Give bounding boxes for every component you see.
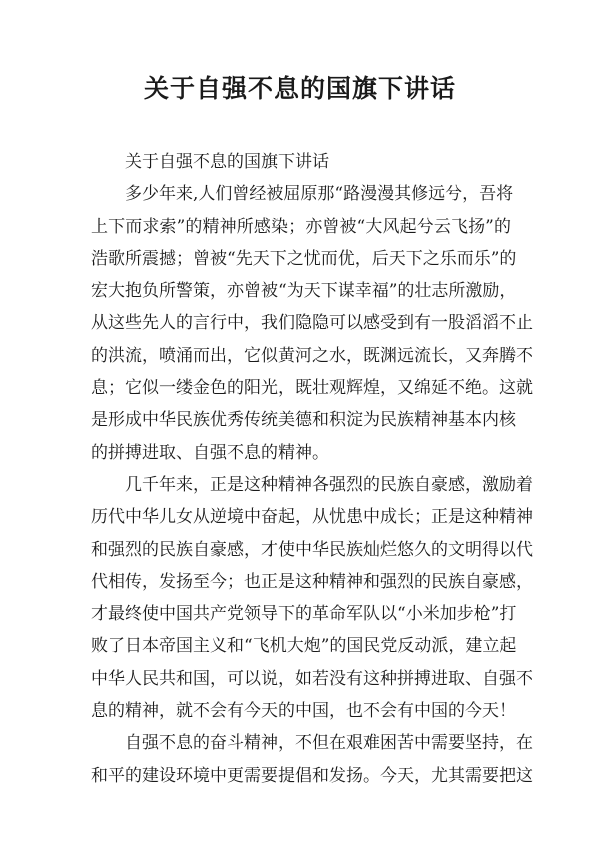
paragraph-line: 息的精神，就不会有今天的中国，也不会有中国的今天！: [91, 701, 516, 722]
paragraph-line: 和平的建设环境中更需要提倡和发扬。今天，尤其需要把这: [91, 765, 533, 786]
paragraph-line: 多少年来,人们曾经被屈原那“路漫漫其修远兮，吾将: [125, 184, 514, 205]
paragraph-line: 几千年来，正是这种精神各强烈的民族自豪感，激励着: [125, 474, 533, 495]
paragraph-line: 宏大抱负所警策，亦曾被“为天下谋幸福”的壮志所激励，: [91, 281, 517, 302]
paragraph-line: 是形成中华民族优秀传统美德和积淀为民族精神基本内核: [91, 410, 516, 431]
paragraph-line: 自强不息的奋斗精神，不但在艰难困苦中需要坚持，在: [125, 733, 533, 754]
paragraph-1: [91, 178, 533, 469]
paragraph-line: 才最终使中国共产党领导下的革命军队以“小米加步枪”打: [91, 604, 517, 625]
paragraph-line: 浩歌所震撼；曾被“先天下之忧而优，后天下之乐而乐”的: [91, 248, 517, 269]
paragraph-3: [91, 727, 533, 792]
document-subtitle: 关于自强不息的国旗下讲话: [125, 152, 329, 172]
paragraph-line: 和强烈的民族自豪感，才使中华民族灿烂悠久的文明得以代: [91, 539, 533, 560]
paragraph-line: 上下而求索”的精神所感染；亦曾被“大风起兮云飞扬”的: [91, 216, 511, 237]
document-body: [91, 146, 533, 792]
paragraph-line: 的洪流，喷涌而出，它似黄河之水，既渊远流长，又奔腾不: [91, 345, 533, 366]
paragraph-2: [91, 469, 533, 727]
paragraph-line: 历代中华儿女从逆境中奋起，从忧患中成长；正是这种精神: [91, 507, 533, 528]
paragraph-line: 的拼搏进取、自强不息的精神。: [91, 442, 329, 463]
paragraph-line: 从这些先人的言行中，我们隐隐可以感受到有一股滔滔不止: [91, 313, 533, 334]
paragraph-line: 息；它似一缕金色的阳光，既壮观辉煌，又绵延不绝。这就: [91, 378, 533, 399]
paragraph-line: 中华人民共和国，可以说，如若没有这种拼搏进取、自强不: [91, 668, 533, 689]
document-title: 关于自强不息的国旗下讲话: [143, 74, 456, 103]
paragraph-line: 败了日本帝国主义和“飞机大炮”的国民党反动派，建立起: [91, 636, 517, 657]
paragraph-line: 代相传，发扬至今；也正是这种精神和强烈的民族自豪感，: [91, 571, 533, 592]
